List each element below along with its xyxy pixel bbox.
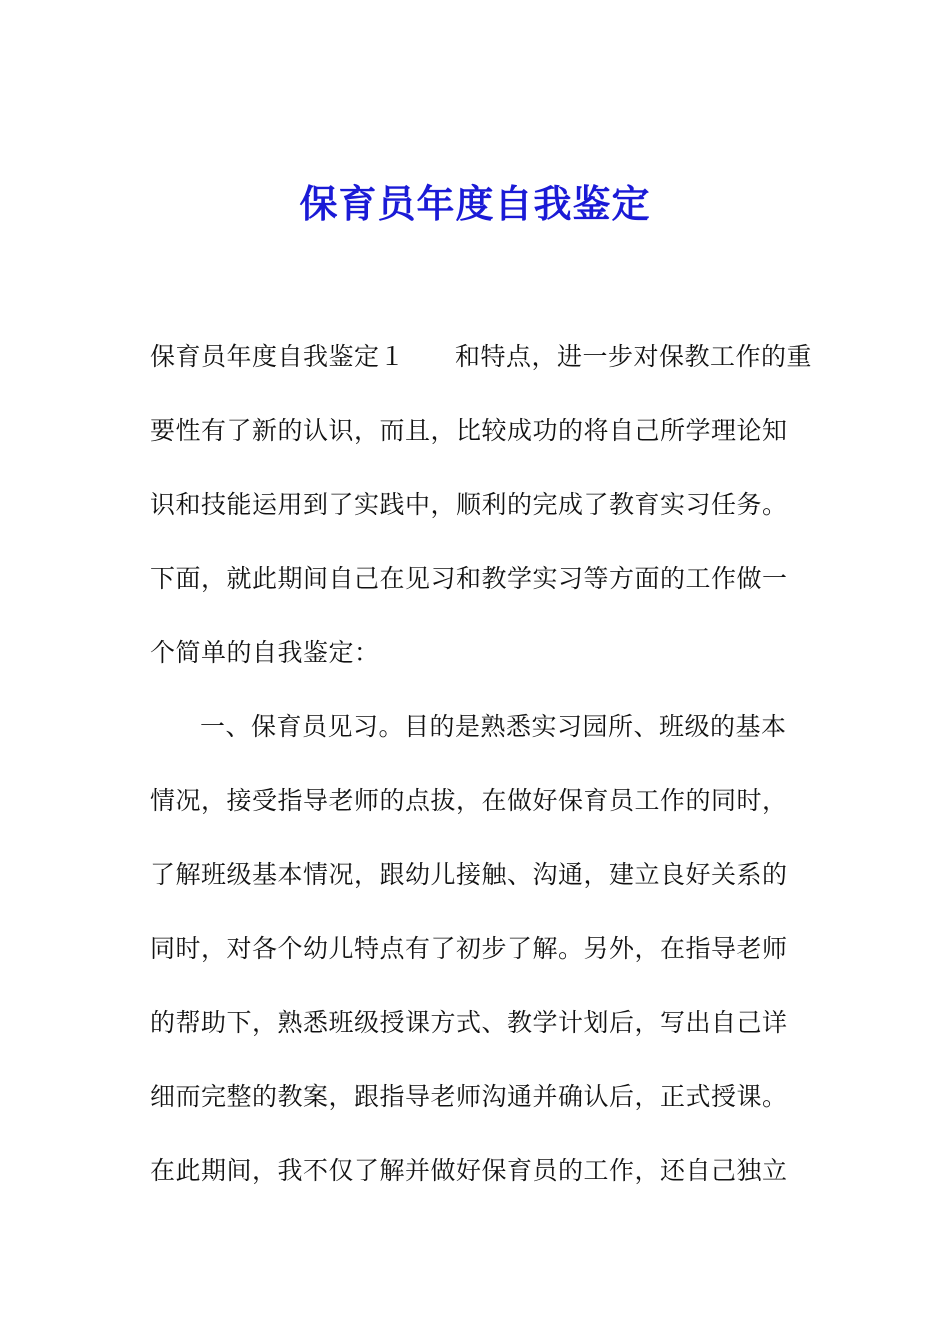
body-line-6: 一、保育员见习。目的是熟悉实习园所、班级的基本 xyxy=(200,712,787,741)
body-line-8: 了解班级基本情况，跟幼儿接触、沟通，建立良好关系的 xyxy=(150,860,788,889)
body-line-12: 在此期间，我不仅了解并做好保育员的工作，还自己独立 xyxy=(150,1156,788,1185)
body-line-3: 识和技能运用到了实践中，顺利的完成了教育实习任务。 xyxy=(150,490,788,519)
body-line-1 xyxy=(150,320,830,394)
body-line-2: 要性有了新的认识，而且，比较成功的将自己所学理论知 xyxy=(150,416,788,445)
body-line-10: 的帮助下，熟悉班级授课方式、教学计划后，写出自己详 xyxy=(150,1008,788,1037)
document-title: 保育员年度自我鉴定 xyxy=(299,181,651,226)
body-line-4: 下面，就此期间自己在见习和教学实习等方面的工作做一 xyxy=(150,564,788,593)
document-body xyxy=(150,320,830,1208)
body-line-7: 情况，接受指导老师的点拔，在做好保育员工作的同时， xyxy=(150,786,788,815)
body-line-5: 个简单的自我鉴定： xyxy=(150,638,380,667)
body-line-1-text: 和特点，进一步对保教工作的重 xyxy=(455,342,813,371)
body-line-9: 同时，对各个幼儿特点有了初步了解。另外，在指导老师 xyxy=(150,934,788,963)
inline-heading: 保育员年度自我鉴定１ xyxy=(150,342,406,371)
body-line-11: 细而完整的教案，跟指导老师沟通并确认后，正式授课。 xyxy=(150,1082,788,1111)
